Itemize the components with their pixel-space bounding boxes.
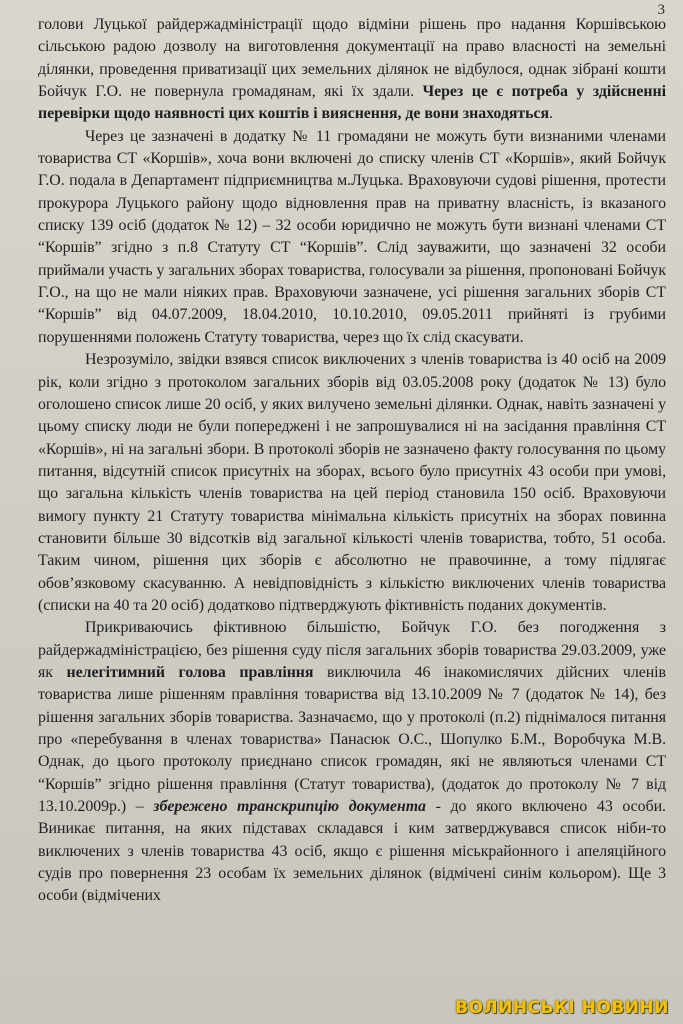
text-segment: голови Луцької райдержадміністрації щодо відміни рішень про надання Коршівською сільською радою дозволу на виготовлення документації на право власності на земельні ділянки, проведення приватизації цих земельних ділянок не відбулося, однак зібрані кошти Бойчук Г.О. не повернула громадянам, які їх здали. bbox=[38, 16, 666, 101]
text-segment: Прикриваючись фіктивною більшістю, Бойчук Г.О. без погодження з райдержадміністрацією, без рішення суду після загальних зборів товариства 29.03.2009, уже як bbox=[38, 619, 666, 681]
text-segment: Через це зазначені в додатку № 11 громадяни не можуть бути визнаними членами товариства СТ «Коршів», хоча вони включені до списку членів СТ «Коршів», який Бойчук Г.О. подала в Департамент підприємництва м.Луцька. Враховуючи судові рішення, протести прокурора Луцького району щодо відновлення прав на приватну власність, із вказаного списку 139 осіб (додаток № 12) – 32 особи юридично не можуть бути визнані членами СТ “Коршів” згідно з п.8 Статуту СТ “Коршів”. Слід зауважити, що зазначені 32 особи приймали участь у загальних зборах товариства, голосували за рішення, пропоновані Бойчук Г.О., на що не мали ніяких прав. Враховуючи зазначене, усі рішення загальних зборів СТ “Коршів” від 04.07.2009, 18.04.2010, 10.10.2010, 09.05.2011 прийняті із грубими порушеннями положень Статуту товариства, через що їх слід скасувати. bbox=[38, 127, 666, 346]
paragraph bbox=[38, 349, 666, 617]
text-segment: . bbox=[549, 105, 553, 123]
emphasized-text: Через це є потреба у здійсненні перевірки щодо наявності цих коштів і вияснення, де вони знаходяться bbox=[38, 83, 666, 123]
text-segment: - до якого включено 43 особи. Виникає питання, на яких підставах складався і ким затверджувався список ніби-то виключених з членів товариства 43 осіб, якщо є рішення міськрайонного і апеляційного судів про повернення 23 особам їх земельних ділянок (відмічені синім кольором). Ще 3 особи (відмічених bbox=[38, 798, 666, 905]
emphasized-text: нелегітимний голова правління bbox=[66, 663, 314, 681]
page-number: 3 bbox=[657, 2, 665, 18]
paragraph bbox=[38, 617, 666, 907]
news-watermark: ВОЛИНСЬКІ НОВИНИ bbox=[455, 998, 669, 1018]
paragraph bbox=[38, 14, 666, 126]
text-segment: Незрозуміло, звідки взявся список виключених з членів товариства із 40 осіб на 2009 рік, коли згідно з протоколом загальних зборів від 03.05.2008 року (додаток № 13) було оголошено список лише 20 осіб, у яких вилучено земельні ділянки. Однак, навіть зазначені у цьому списку люди не були попереджені і не запрошувалися ні на засідання правління СТ «Коршів», ні на загальні збори. В протоколі зборів не зазначено факту голосування по цьому питання, відсутній список присутніх на зборах, всього було присутніх 43 особи при умові, що загальна кількість членів товариства на цей період становила 150 осіб. Враховуючи вимогу пункту 21 Статуту товариства мінімальна кількість присутніх на зборах повинна становити більше 30 відсотків від загальної кількості членів товариства, тобто, 51 особа. Таким чином, рішення цих зборів є абсолютно не правочинне, а тому підлягає обов’язковому скасуванню. А невідповідність з кількістю виключених членів товариства (списки на 40 та 20 осіб) додатково підтверджують фіктивність поданих документів. bbox=[38, 351, 666, 614]
text-segment: виключила 46 інакомислячих дійсних членів товариства лише рішенням правління товариства від 13.10.2009 № 7 (додаток № 14), без рішення загальних зборів товариства. Зазначаємо, що у протоколі (п.2) піднімалося питання про «перебування в членах товариства» Панасюк О.С., Шопулко Б.М., Воробчука М.В. Однак, до цього протоколу приєднано список громадян, які не являються членами СТ “Коршів” згідно рішення правління (Статут товариства), (додаток до протоколу № 7 від 13.10.2009р.) – bbox=[38, 663, 666, 816]
emphasized-text: збережено транскрипцію документа bbox=[153, 798, 426, 816]
paragraph bbox=[38, 126, 666, 349]
document-body bbox=[38, 14, 666, 908]
